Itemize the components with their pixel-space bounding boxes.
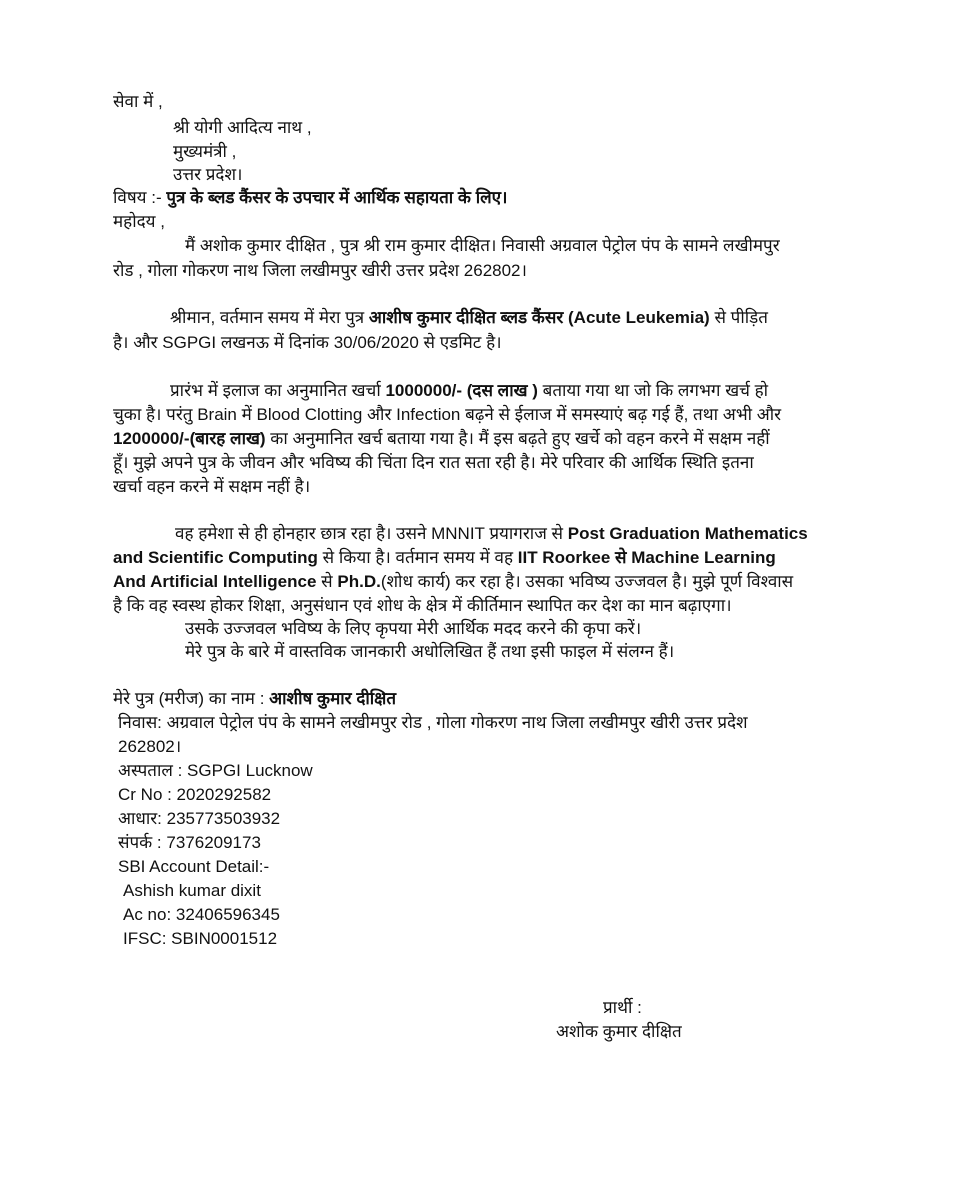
para2-line-2: है। और SGPGI लखनऊ में दिनांक 30/06/2020 से एडमिट है।	[113, 333, 502, 352]
para4-bold-2c: IIT Roorkee से Machine Learning	[517, 548, 776, 567]
recipient-state: उत्तर प्रदेश।	[173, 165, 243, 184]
recipient-name: श्री योगी आदित्य नाथ ,	[173, 118, 312, 137]
para2-text-a: श्रीमान, वर्तमान समय में मेरा पुत्र	[170, 308, 365, 327]
para3-text-3b: का अनुमानित खर्च बताया गया है। मैं इस बढ़ते हुए खर्चे को वहन करने में सक्षम नहीं	[270, 429, 770, 448]
para3-text-a: प्रारंभ में इलाज का अनुमानित खर्चा	[170, 381, 381, 400]
signature-label: प्रार्थी :	[603, 998, 642, 1017]
para4-bold-3a: And Artificial Intelligence	[113, 572, 317, 591]
para2-bold: आशीष कुमार दीक्षित ब्लड कैंसर (Acute Leukemia)	[368, 308, 710, 327]
hospital-line: अस्पताल : SGPGI Lucknow	[118, 761, 313, 780]
address-line-2: 262802।	[118, 737, 182, 756]
para4-text-3d: (शोध कार्य) कर रहा है। उसका भविष्य उज्जवल है। मुझे पूर्ण विश्वास	[380, 572, 794, 591]
account-number: Ac no: 32406596345	[123, 905, 280, 924]
patient-line	[113, 687, 396, 711]
patient-label: मेरे पुत्र (मरीज) का नाम :	[113, 689, 265, 708]
para4-line-6: मेरे पुत्र के बारे में वास्तविक जानकारी अधोलिखित हैं तथा इसी फाइल में संलग्न हैं।	[185, 642, 675, 661]
recipient-designation: मुख्यमंत्री ,	[173, 142, 237, 161]
para4-bold-2a: and Scientific Computing	[113, 548, 318, 567]
para4-text-3b: से	[321, 572, 333, 591]
para3-line-2: चुका है। परंतु Brain में Blood Clotting और Infection बढ़ने से ईलाज में समस्याएं बढ़ गई हैं, तथा अभी और	[113, 405, 782, 424]
sbi-label: SBI Account Detail:-	[118, 857, 270, 876]
para3-line-5: खर्चा वहन करने में सक्षम नहीं है।	[113, 477, 311, 496]
para3-text-c: बताया गया था जो कि लगभग खर्च हो	[542, 381, 769, 400]
para4-line-1	[175, 522, 808, 546]
intro-line-2: रोड , गोला गोकरण नाथ जिला लखीमपुर खीरी उत्तर प्रदेश 262802।	[113, 261, 527, 280]
para4-line-2	[113, 546, 776, 570]
para3-line-3	[113, 427, 770, 451]
para4-line-5: उसके उज्जवल भविष्य के लिए कृपया मेरी आर्थिक मदद करने की कृपा करें।	[185, 619, 642, 638]
para3-line-1	[170, 379, 768, 403]
signature-name: अशोक कुमार दीक्षित	[556, 1022, 682, 1041]
para3-line-4: हूँ। मुझे अपने पुत्र के जीवन और भविष्य की चिंता दिन रात सता रही है। मेरे परिवार की आर्थिक स्थिति इतना	[113, 453, 754, 472]
para2-line-1	[170, 306, 768, 330]
contact-line: संपर्क : 7376209173	[118, 833, 261, 852]
para3-amount-2: 1200000/-(बारह लाख)	[113, 429, 266, 448]
address-line-1: निवास: अग्रवाल पेट्रोल पंप के सामने लखीमपुर रोड , गोला गोकरण नाथ जिला लखीमपुर खीरी उत्तर प्रदेश	[118, 713, 748, 732]
para4-text-2b: से किया है। वर्तमान समय में वह	[317, 548, 514, 567]
para4-line-4: है कि वह स्वस्थ होकर शिक्षा, अनुसंधान एवं शोध के क्षेत्र में कीर्तिमान स्थापित कर देश का मान बढ़ाएगा।	[113, 596, 732, 615]
greeting: महोदय ,	[113, 212, 165, 231]
salutation-to: सेवा में ,	[113, 92, 163, 111]
para4-line-3	[113, 570, 793, 594]
account-name: Ashish kumar dixit	[123, 881, 261, 900]
subject-label: विषय :-	[113, 188, 162, 207]
subject-text: पुत्र के ब्लड कैंसर के उपचार में आर्थिक सहायता के लिए।	[166, 188, 508, 207]
ifsc-code: IFSC: SBIN0001512	[123, 929, 278, 948]
para4-bold-3c: Ph.D.	[337, 572, 381, 591]
para4-bold-b: Post Graduation Mathematics	[567, 524, 808, 543]
para2-text-c: से पीड़ित	[714, 308, 768, 327]
cr-no-line: Cr No : 2020292582	[118, 785, 272, 804]
para3-amount-1: 1000000/- (दस लाख )	[385, 381, 538, 400]
para4-text-a: वह हमेशा से ही होनहार छात्र रहा है। उसने MNNIT प्रयागराज से	[175, 524, 564, 543]
aadhaar-line: आधार: 235773503932	[118, 809, 281, 828]
patient-name: आशीष कुमार दीक्षित	[269, 689, 397, 708]
intro-line-1: मैं अशोक कुमार दीक्षित , पुत्र श्री राम कुमार दीक्षित। निवासी अग्रवाल पेट्रोल पंप के सामने लखीमपुर	[185, 236, 780, 255]
subject-line	[113, 186, 507, 210]
